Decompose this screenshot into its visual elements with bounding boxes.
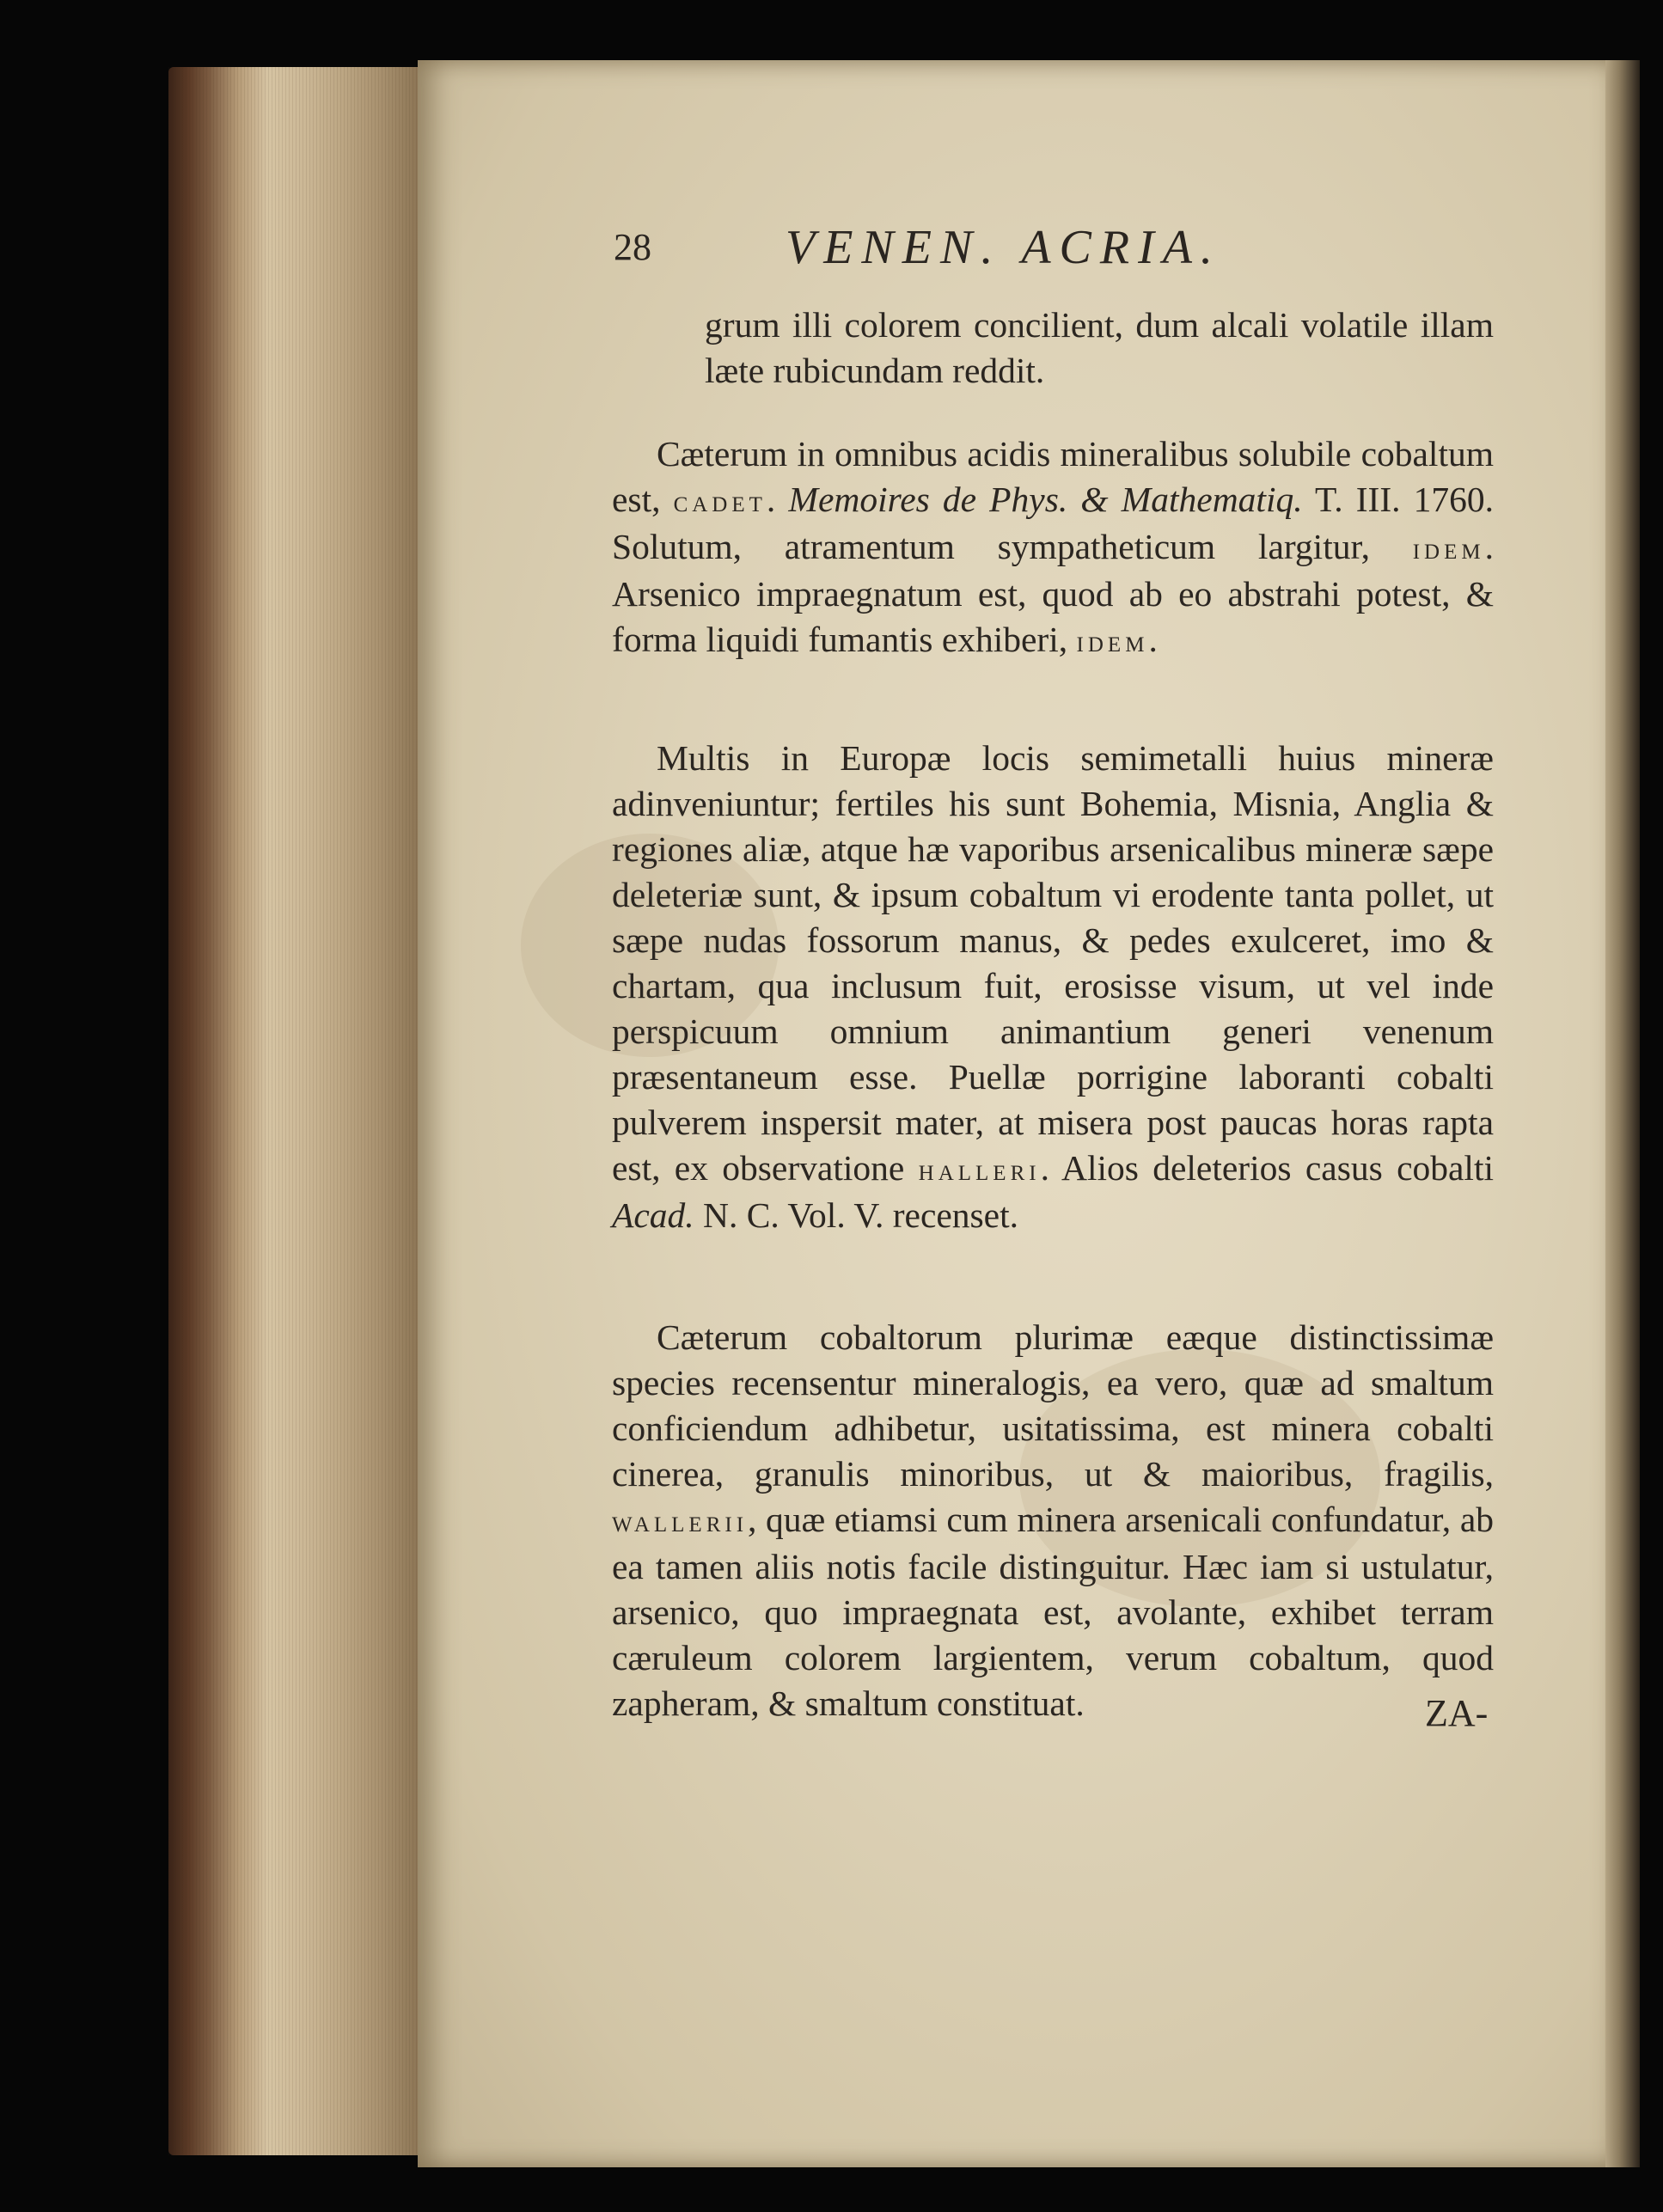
text-run: Cæterum in omnibus acidis mineralibus solubile cobaltum est, bbox=[612, 434, 1494, 519]
author-name: halleri bbox=[918, 1152, 1041, 1187]
text-run: . bbox=[766, 480, 789, 519]
text-run: T. III. 1760. Solutum, atramentum sympatheticum largitur, bbox=[612, 480, 1495, 566]
facing-page-gutter bbox=[1605, 60, 1640, 2167]
citation-title: Acad. bbox=[612, 1195, 694, 1235]
text-run: grum illi colorem concilient, dum alcali volatile illam læte rubicundam reddit. bbox=[705, 305, 1494, 390]
text-run: Cæterum cobaltorum plurimæ eæque distinctissimæ species recensentur mineralogis, ea vero, quæ ad smaltum conficiendum adhibetur, usitatissima, est minera cobalti cinerea, granulis minoribus, ut & maioribus, fragilis, bbox=[612, 1317, 1494, 1494]
text-run: . Arsenico impraegnatum est, quod ab eo abstrahi potest, & forma liquidi fumantis exhiberi, bbox=[612, 527, 1494, 659]
paragraph-3 bbox=[612, 1315, 1494, 1726]
author-name: idem bbox=[1412, 531, 1485, 565]
page-number: 28 bbox=[614, 226, 651, 268]
text-run: Multis in Europæ locis semimetalli huius mineræ adinveniuntur; fertiles his sunt Bohemia, Misnia, Anglia & regiones aliæ, atque hæ vaporibus arsenicalibus mineræ sæpe deleteriæ sunt, & ipsum cobaltum vi erodente tanta pollet, ut sæpe nudas fossorum manus, & pedes exulceret, imo & chartam, qua inclusum fuit, erosisse visum, ut vel inde perspicuum omnium animantium generi venenum præsentaneum esse. Puellæ porrigine laboranti cobalti pulverem inspersit mater, at misera post paucas horas rapta est, ex observatione bbox=[612, 738, 1494, 1188]
paragraph-continuation bbox=[705, 302, 1494, 394]
catchword: ZA- bbox=[1425, 1692, 1489, 1734]
page-header bbox=[614, 221, 1310, 277]
text-run: , quæ etiamsi cum minera arsenicali confundatur, ab ea tamen aliis notis facile distinguitur. Hæc iam si ustulatur, arsenico, quo impraegnata est, avolante, exhibet terram cæruleum colorem largientem, verum cobaltum, quod zapheram, & smaltum constituat. bbox=[612, 1500, 1494, 1723]
paragraph-2 bbox=[612, 736, 1494, 1238]
paragraph-1 bbox=[612, 431, 1494, 664]
citation-title: Memoires de Phys. & Mathematiq. bbox=[788, 480, 1303, 519]
text-run: N. C. Vol. V. recenset. bbox=[694, 1195, 1019, 1235]
page-edges bbox=[168, 67, 418, 2155]
text-run: . Alios deleterios casus cobalti bbox=[1040, 1148, 1495, 1188]
running-head: VENEN. ACRIA. bbox=[786, 221, 1221, 274]
author-name: wallerii bbox=[612, 1504, 749, 1538]
author-name: cadet bbox=[673, 484, 767, 518]
author-name: idem bbox=[1076, 624, 1149, 658]
text-run: . bbox=[1148, 620, 1158, 659]
